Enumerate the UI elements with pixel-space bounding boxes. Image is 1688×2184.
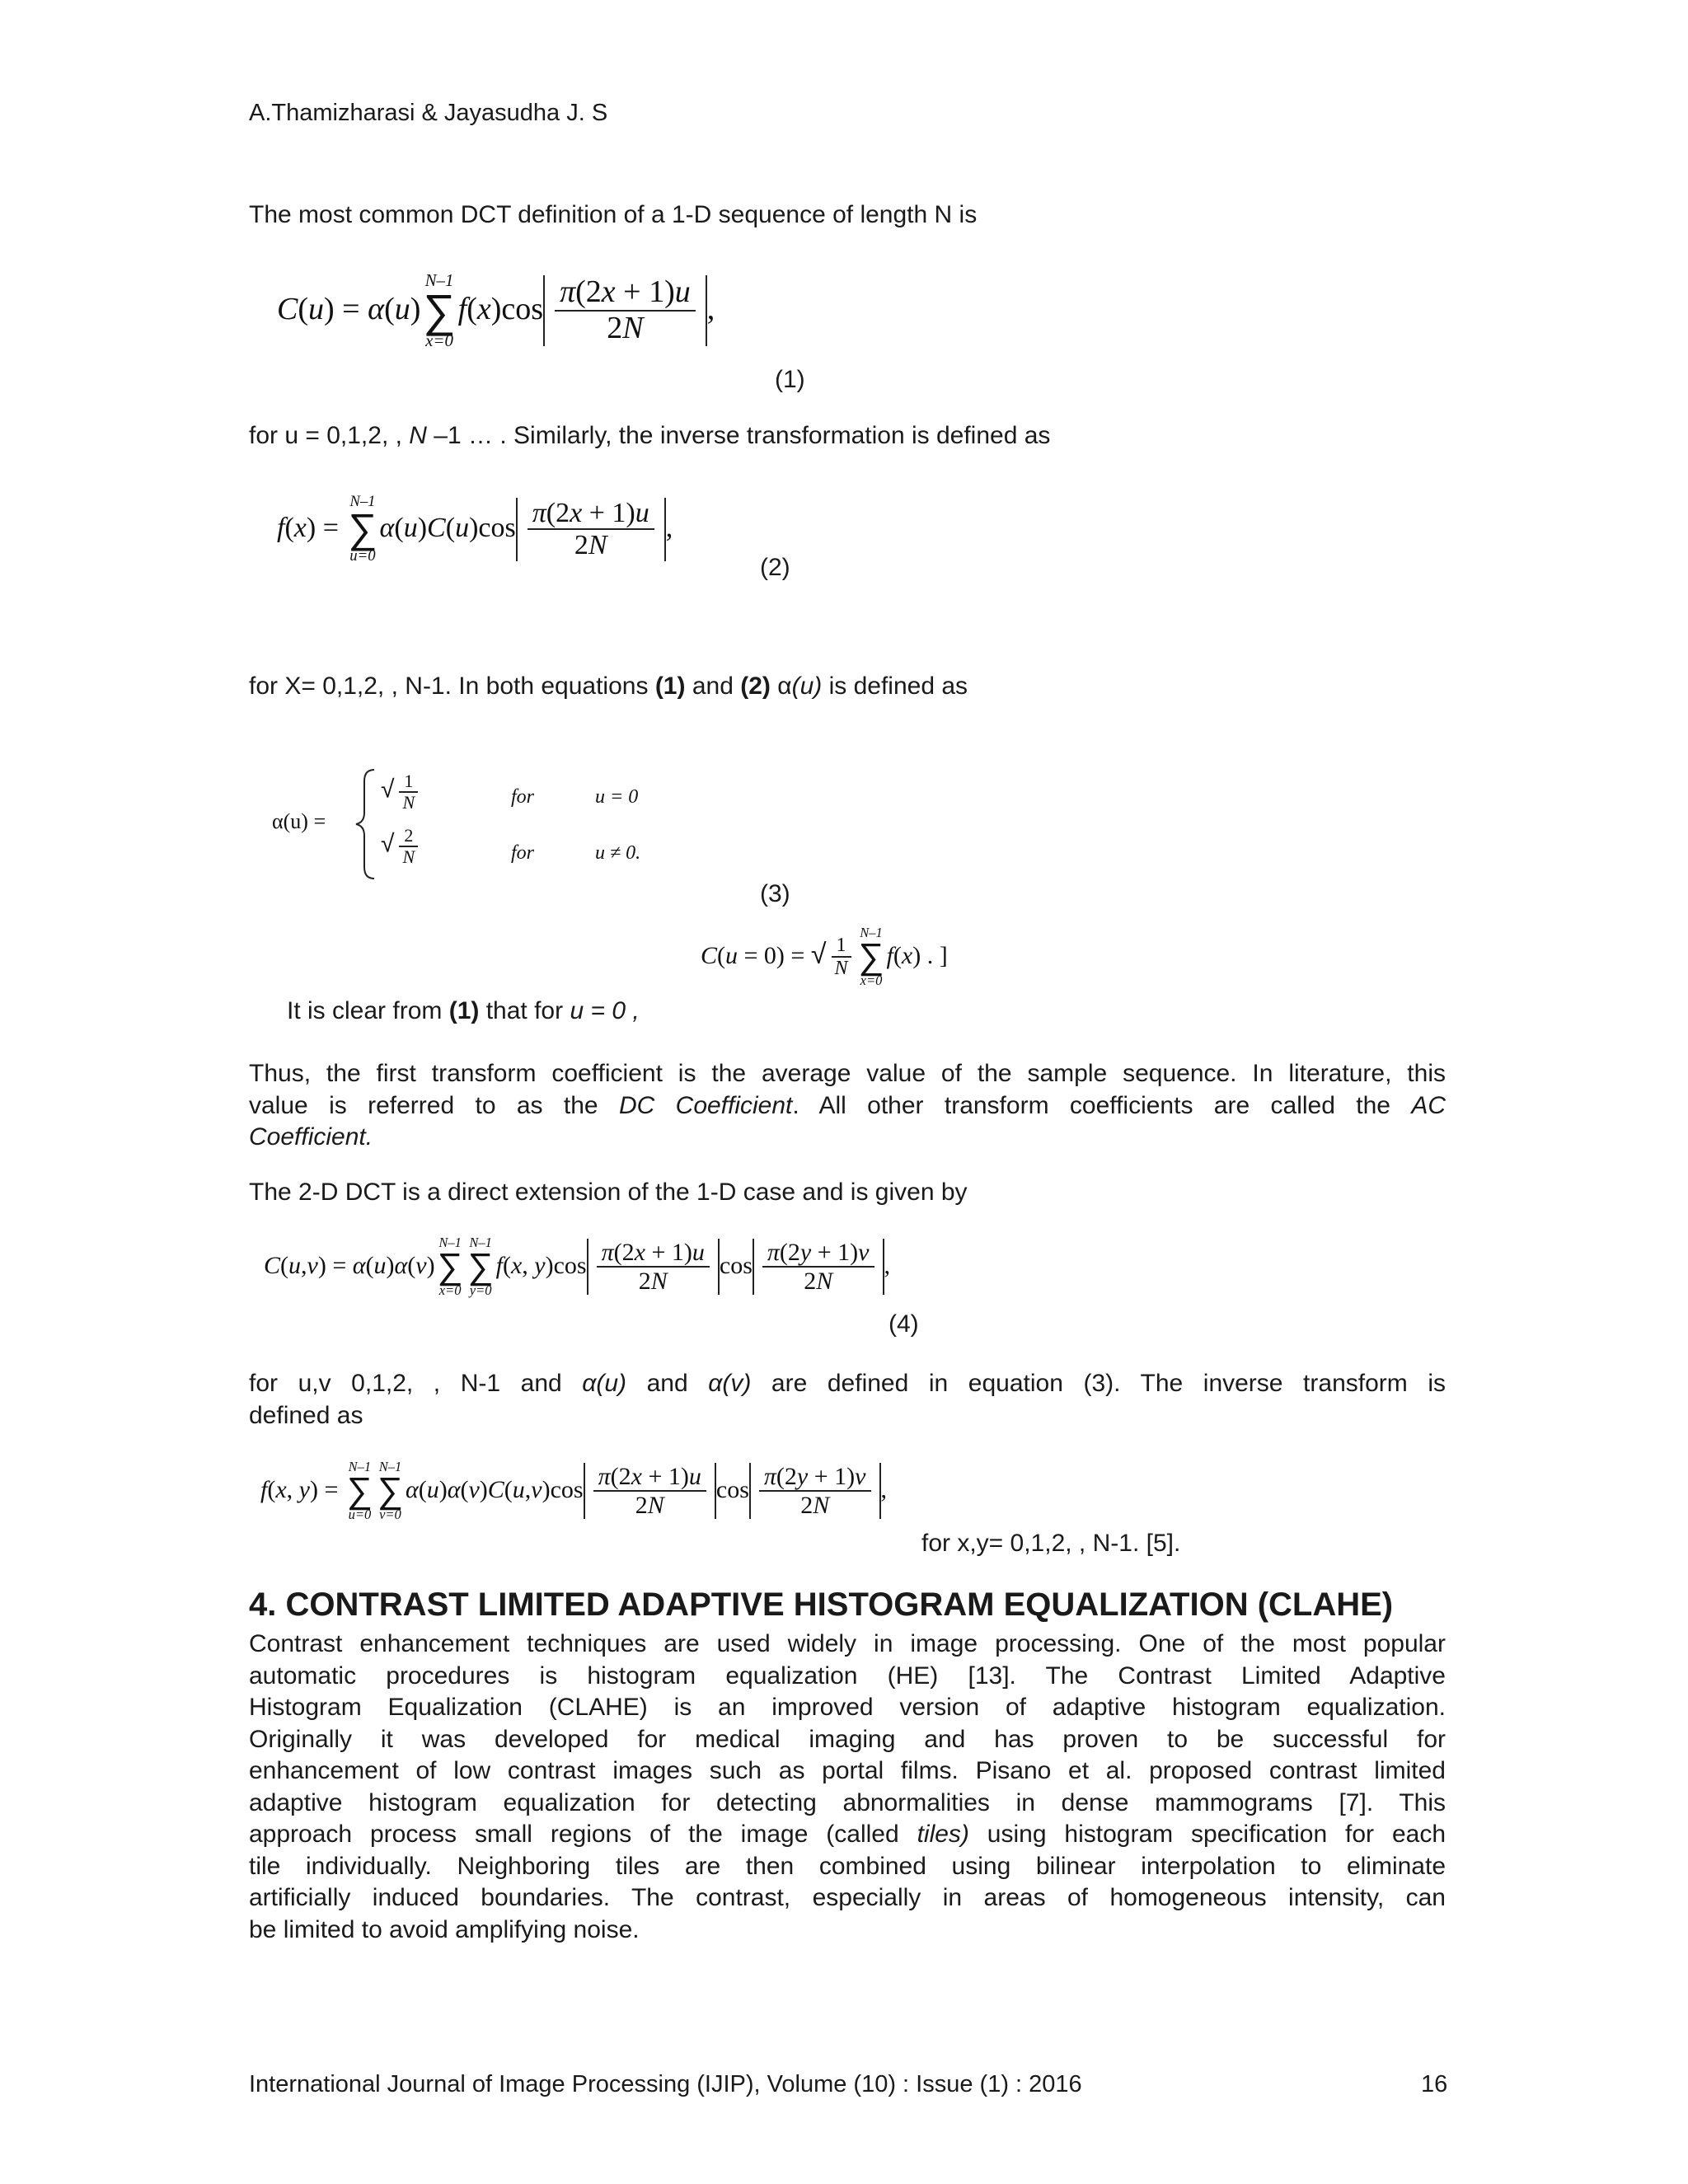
equation-4-number: (4): [889, 1310, 919, 1338]
footer-journal: International Journal of Image Processing (IJIP), Volume (10) : Issue (1) : 2016: [249, 2071, 1082, 2097]
equation-dc: C(u = 0) = √ $\frac{1}{N}$ N–1 ∑ x=0 f(x) . ]: [701, 925, 948, 988]
running-header: A.Thamizharasi & Jayasudha J. S: [249, 100, 608, 126]
equation-4: C(u,v) = α(u)α(v) N–1 ∑ x=0 N–1 ∑ y=0 f(x, y)cos $\frac{\pi(2x + 1)u}{2N}$ cos $\frac{\pi(2y + 1)v}{2N}$ ,: [264, 1235, 890, 1298]
brace-icon: [354, 766, 379, 882]
alpha-case-1: √ $\frac{1}{N}$: [381, 771, 423, 813]
page-number: 16: [1421, 2071, 1448, 2097]
after-eq4-paragraph: for u,v 0,1,2, , N-1 and α(u) and α(v) are defined in equation (3). The inverse transform is defined as: [249, 1370, 1446, 1429]
equation-5: f(x, y) = N–1 ∑ u=0 N–1 ∑ v=0 α(u)α(v)C(u,v)cos $\frac{\pi(2x + 1)u}{2N}$ cos $\frac{\pi(2y + 1)v}{2N}$ ,: [260, 1459, 887, 1522]
equation-1-number: (1): [775, 366, 805, 393]
dc-intro-text: It is clear from (1) that for u = 0 ,: [287, 997, 640, 1024]
section-heading: 4. CONTRAST LIMITED ADAPTIVE HISTOGRAM EQUALIZATION (CLAHE): [249, 1586, 1394, 1623]
equation-3-number: (3): [760, 880, 790, 907]
equation-2: f(x) = N–1 ∑ u=0 α(u)C(u)cos $\frac{\pi(2x + 1)u}{2N}$ ,: [277, 493, 673, 565]
equation-1: C(u) = α(u) N–1 ∑ x=0 f(x)cos $\frac{\pi(2x + 1)u}{2N}$ ,: [277, 270, 715, 351]
clahe-paragraph: Contrast enhancement techniques are used widely in image processing. One of the most popular automatic procedures is histogram equalization (HE) [13]. The Contrast Limited Adaptive Histogram Equalization (CLAHE) is an improved version of adaptive histogram equalization. Originally it was developed for medical imaging and has proven to be successful for enhancement of low contrast images such as portal films. Pisano et al. proposed contrast limited adaptive histogram equalization for detecting abnormalities in dense mammograms [7]. This approach process small regions of the image (called tiles) using histogram specification for each tile individually. Neighboring tiles are then combined using bilinear interpolation to eliminate artificially induced boundaries. The contrast, especially in areas of homogeneous intensity, can be limited to avoid amplifying noise.: [249, 1630, 1447, 1943]
alpha-case-2: √ $\frac{2}{N}$: [381, 826, 423, 867]
inverse-intro-text: for u = 0,1,2, , N –1 … . Similarly, the inverse transformation is defined as: [249, 422, 1051, 449]
equation-2-number: (2): [760, 554, 790, 581]
equation-5-tail: for x,y= 0,1,2, , N-1. [5].: [921, 1530, 1181, 1557]
dc-paragraph: Thus, the first transform coefficient is the average value of the sample sequence. In literature, this value is referred to as the DC Coefficient. All other transform coefficients are called the AC Coefficient.: [249, 1060, 1446, 1151]
twod-intro-text: The 2-D DCT is a direct extension of the 1-D case and is given by: [249, 1179, 968, 1206]
intro-text: The most common DCT definition of a 1-D sequence of length N is: [249, 201, 978, 228]
alpha-intro-text: for X= 0,1,2, , N-1. In both equations (1) and (2) α(u) is defined as: [249, 673, 968, 700]
